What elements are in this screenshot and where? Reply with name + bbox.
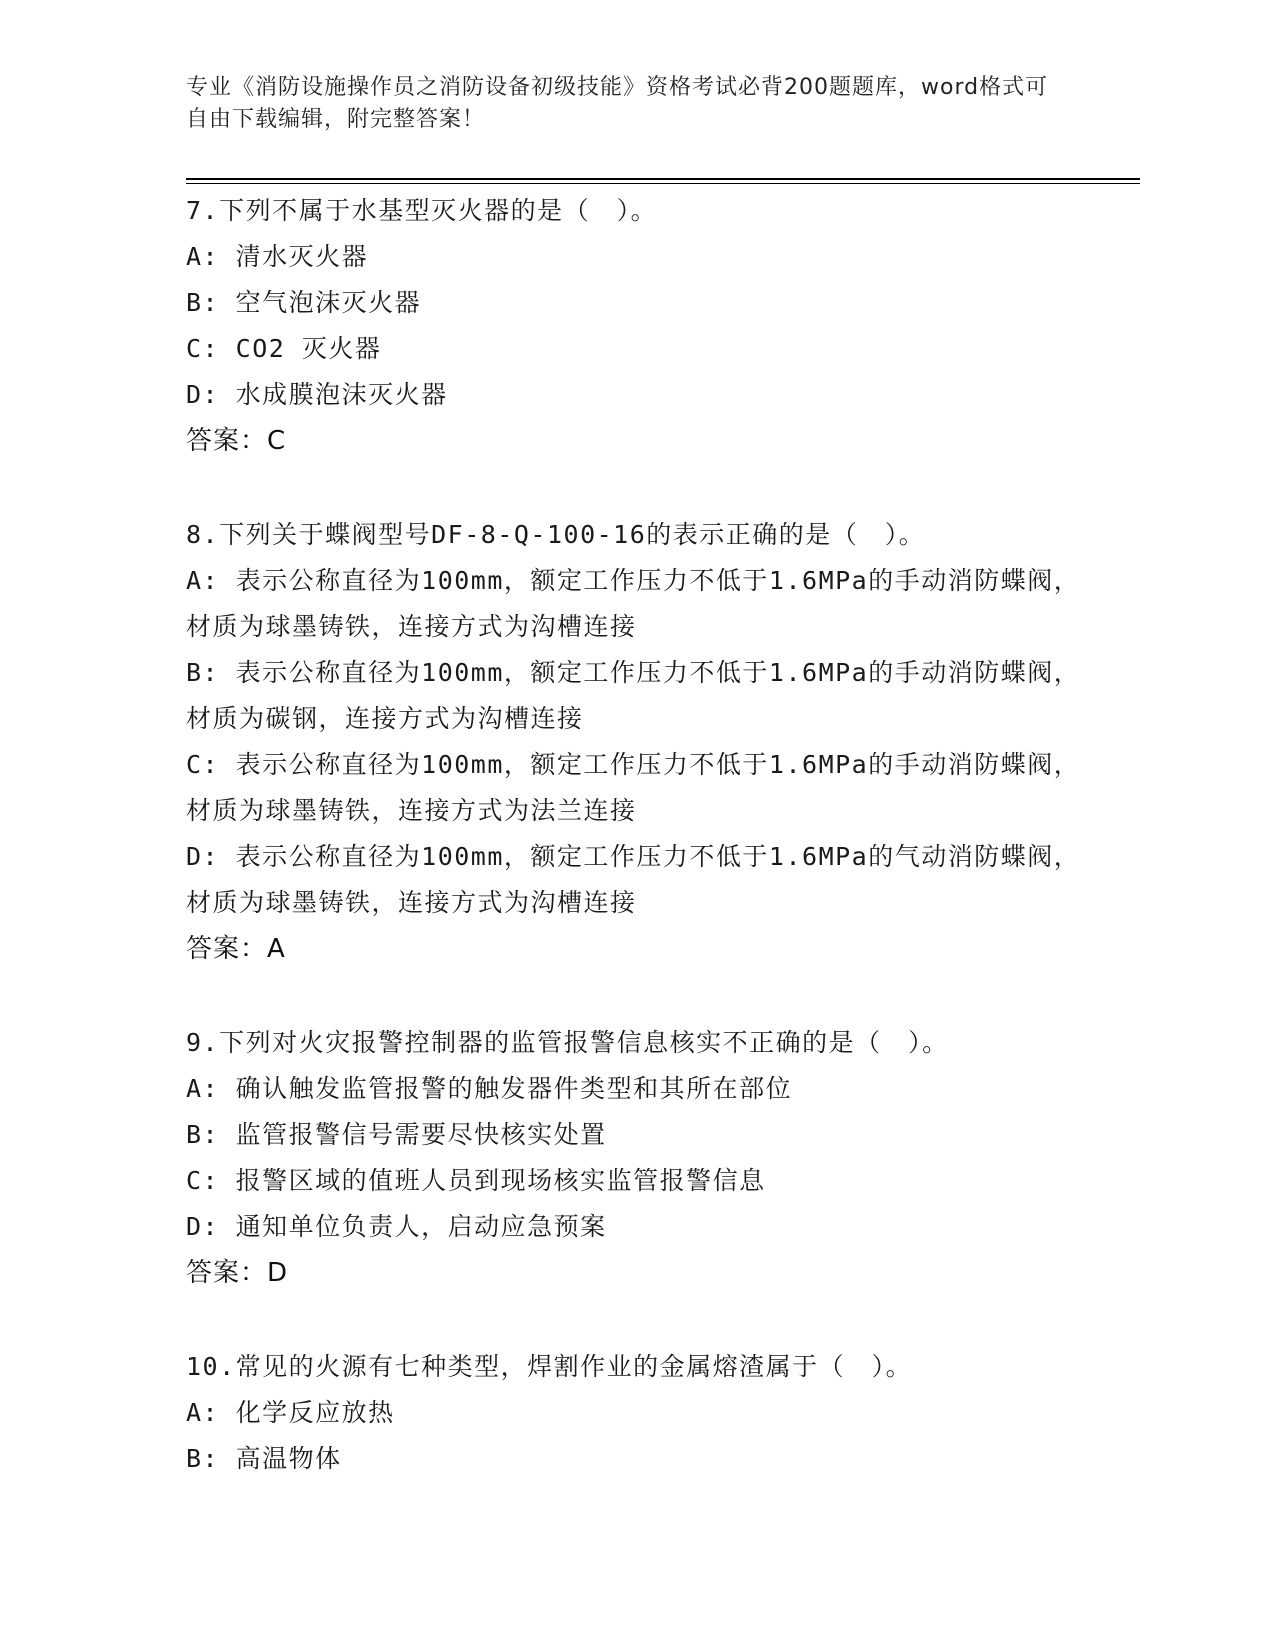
option-c: C: CO2 灭火器 xyxy=(186,334,382,363)
question-stem: 9.下列对火灾报警控制器的监管报警信息核实不正确的是（ ）。 xyxy=(186,1028,949,1057)
option-b: B: 监管报警信号需要尽快核实处置 xyxy=(186,1120,607,1149)
question-stem: 10.常见的火源有七种类型，焊割作业的金属熔渣属于（ ）。 xyxy=(186,1352,913,1381)
question-list xyxy=(186,188,1086,1530)
option-a: A: 表示公称直径为100mm，额定工作压力不低于1.6MPa的手动消防蝶阀，材质为球墨铸铁，连接方式为沟槽连接 xyxy=(186,566,1081,641)
option-d: D: 水成膜泡沫灭火器 xyxy=(186,380,448,409)
answer-label: 答案：D xyxy=(186,1258,289,1288)
option-b: B: 高温物体 xyxy=(186,1444,342,1473)
option-b: B: 表示公称直径为100mm，额定工作压力不低于1.6MPa的手动消防蝶阀，材质为碳钢，连接方式为沟槽连接 xyxy=(186,658,1081,733)
answer-label: 答案：A xyxy=(186,934,286,964)
option-a: A: 确认触发监管报警的触发器件类型和其所在部位 xyxy=(186,1074,793,1103)
option-c: C: 表示公称直径为100mm，额定工作压力不低于1.6MPa的手动消防蝶阀，材质为球墨铸铁，连接方式为法兰连接 xyxy=(186,750,1081,825)
option-d: D: 通知单位负责人，启动应急预案 xyxy=(186,1212,607,1241)
option-b: B: 空气泡沫灭火器 xyxy=(186,288,422,317)
question-stem: 8.下列关于蝶阀型号DF-8-Q-100-16的表示正确的是（ ）。 xyxy=(186,520,926,549)
option-c: C: 报警区域的值班人员到现场核实监管报警信息 xyxy=(186,1166,766,1195)
answer-label: 答案：C xyxy=(186,426,287,456)
question-7 xyxy=(186,188,1086,464)
header-divider-thin xyxy=(186,183,1140,184)
question-stem: 7.下列不属于水基型灭火器的是（ ）。 xyxy=(186,196,658,225)
question-8 xyxy=(186,512,1086,972)
option-a: A: 清水灭火器 xyxy=(186,242,369,271)
question-9 xyxy=(186,1020,1086,1296)
question-10 xyxy=(186,1344,1086,1482)
option-a: A: 化学反应放热 xyxy=(186,1398,395,1427)
document-header: 专业《消防设施操作员之消防设备初级技能》资格考试必背200题题库，word格式可自由下载编辑，附完整答案！ xyxy=(186,75,1049,132)
header-divider-thick xyxy=(186,178,1140,180)
option-d: D: 表示公称直径为100mm，额定工作压力不低于1.6MPa的气动消防蝶阀，材质为球墨铸铁，连接方式为沟槽连接 xyxy=(186,842,1081,917)
